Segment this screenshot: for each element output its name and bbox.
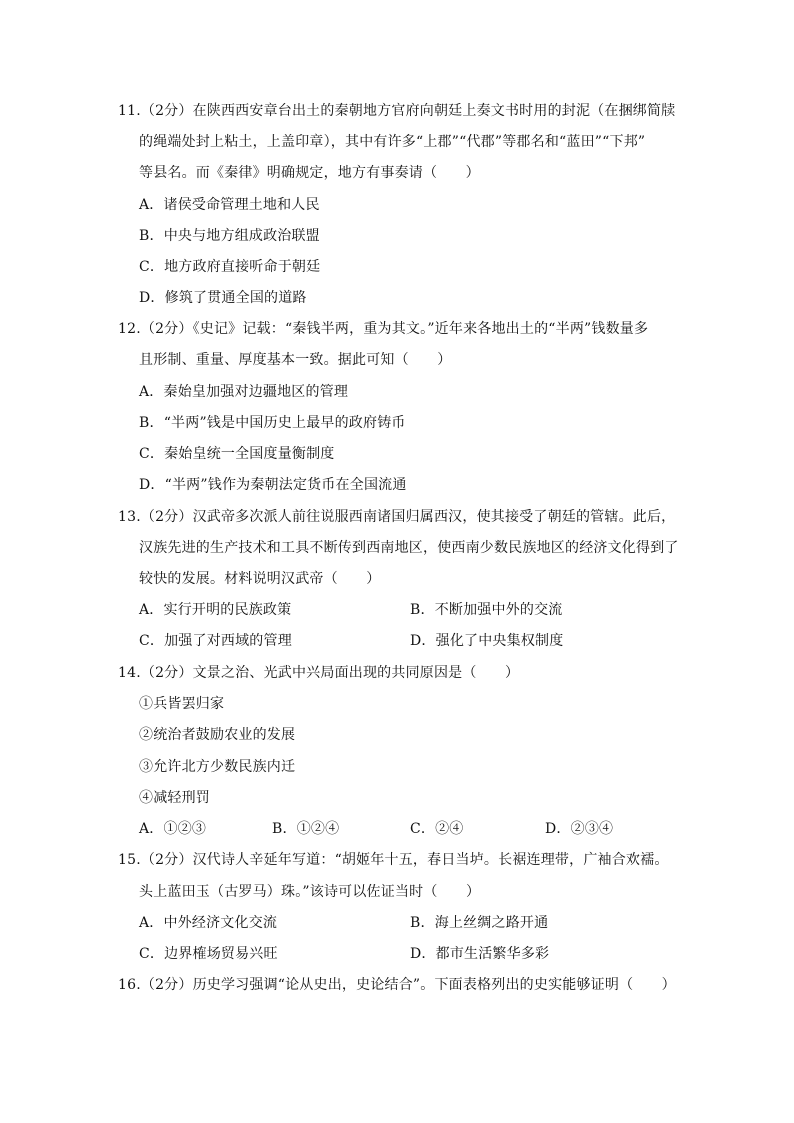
question-14-item-3: ③允许北方少数民族内迁	[139, 759, 296, 775]
question-12-option-c: C．秦始皇统一全国度量衡制度	[139, 446, 335, 462]
question-14-item-4: ④减轻刑罚	[139, 790, 210, 806]
question-13-option-d: D．强化了中央集权制度	[410, 633, 564, 649]
question-13-stem-line-1: 13.（2分）汉武帝多次派人前往说服西南诸国归属西汉，使其接受了朝廷的管辖。此后，	[118, 509, 676, 525]
question-14-option-c: C．②④	[410, 821, 464, 837]
question-14-item-1: ①兵皆罢归家	[139, 696, 225, 712]
question-12-option-d: D．“半两”钱作为秦朝法定货币在全国流通	[139, 477, 407, 493]
question-12-stem-line-2: 且形制、重量、厚度基本一致。据此可知（ ）	[139, 352, 452, 368]
question-12-option-a: A．秦始皇加强对边疆地区的管理	[139, 384, 349, 400]
question-16-stem-line-1: 16.（2分）历史学习强调“论从史出，史论结合”。下面表格列出的史实能够证明（ ）	[118, 977, 676, 993]
question-15-option-b: B．海上丝绸之路开通	[410, 915, 549, 931]
question-13-option-c: C．加强了对西域的管理	[139, 633, 292, 649]
question-11-option-c: C．地方政府直接听命于朝廷	[139, 259, 321, 275]
question-14-stem-line-1: 14.（2分）文景之治、光武中兴局面出现的共同原因是（ ）	[118, 665, 520, 681]
question-13-stem-line-3: 较快的发展。材料说明汉武帝（ ）	[139, 571, 381, 587]
question-15-option-a: A．中外经济文化交流	[139, 915, 278, 931]
question-13-stem-line-2: 汉族先进的生产技术和工具不断传到西南地区，使西南少数民族地区的经济文化得到了	[139, 540, 679, 556]
question-11-stem-line-2: 的绳端处封上粘土，上盖印章），其中有许多“上郡”“代郡”等郡名和“蓝田”“下邦”	[139, 134, 646, 150]
question-11-option-b: B．中央与地方组成政治联盟	[139, 228, 320, 244]
question-11-option-a: A．诸侯受命管理土地和人民	[139, 197, 320, 213]
question-15-stem-line-2: 头上蓝田玉（古罗马）珠。”该诗可以佐证当时（ ）	[139, 884, 481, 900]
question-14-option-a: A．①②③	[139, 821, 207, 837]
question-15-option-d: D．都市生活繁华多彩	[410, 946, 550, 962]
question-14-item-2: ②统治者鼓励农业的发展	[139, 727, 296, 743]
question-11-option-d: D．修筑了贯通全国的道路	[139, 290, 307, 306]
question-13-option-b: B．不断加强中外的交流	[410, 602, 563, 618]
question-15-option-c: C．边界榷场贸易兴旺	[139, 946, 278, 962]
question-14-option-b: B．①②④	[272, 821, 340, 837]
question-12-stem-line-1: 12.（2分）《史记》记载：“秦钱半两，重为其文。”近年来各地出土的“半两”钱数量多	[118, 321, 649, 337]
question-13-option-a: A．实行开明的民族政策	[139, 602, 292, 618]
question-15-stem-line-1: 15.（2分）汉代诗人辛延年写道：“胡姬年十五，春日当垆。长裾连理带，广袖合欢襦。	[118, 852, 669, 868]
question-11-stem-line-1: 11.（2分）在陕西西安章台出土的秦朝地方官府向朝廷上奏文书时用的封泥（在捆绑简牍	[118, 103, 676, 119]
question-12-option-b: B．“半两”钱是中国历史上最早的政府铸币	[139, 415, 406, 431]
question-14-option-d: D．②③④	[545, 821, 614, 837]
question-11-stem-line-3: 等县名。而《秦律》明确规定，地方有事奏请（ ）	[139, 165, 480, 181]
